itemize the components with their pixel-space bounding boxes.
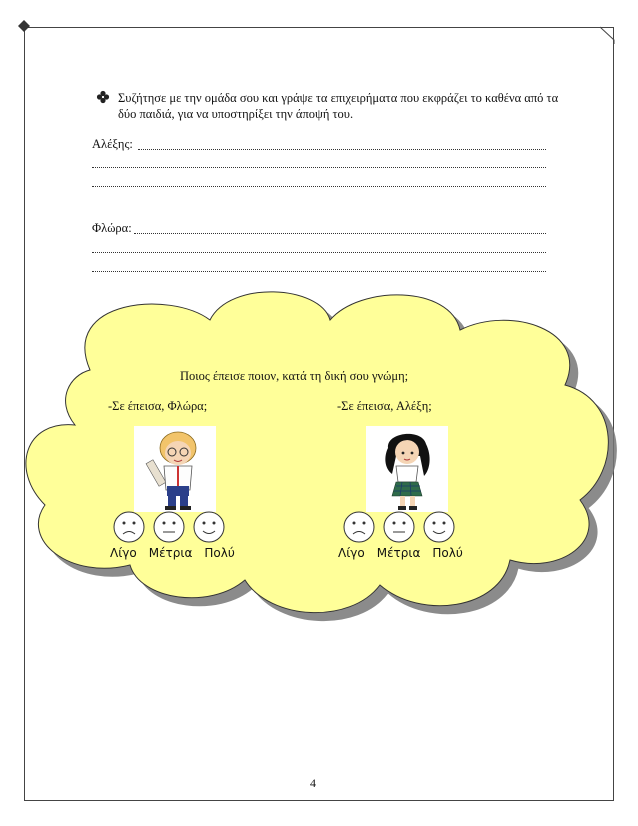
prompt-alexis: -Σε έπεισα, Αλέξη;: [337, 399, 432, 413]
neutral-face-icon[interactable]: [382, 510, 416, 544]
page-number: 4: [310, 776, 316, 790]
boy-illustration: [134, 426, 216, 512]
sad-face-icon[interactable]: [342, 510, 376, 544]
happy-face-icon[interactable]: [422, 510, 456, 544]
scale-label-medium: Μέτρια: [148, 546, 193, 560]
scale-label-little: Λίγο: [110, 546, 137, 560]
girl-illustration: [366, 426, 448, 512]
cloud-question: Ποιος έπεισε ποιον, κατά τη δική σου γνώμη;: [180, 369, 409, 383]
neutral-face-icon[interactable]: [152, 510, 186, 544]
scale-label-much: Πολύ: [204, 546, 235, 560]
scale-label-medium: Μέτρια: [376, 546, 421, 560]
scale-label-little: Λίγο: [338, 546, 365, 560]
scale-label-much: Πολύ: [432, 546, 463, 560]
rating-faces-left: [112, 510, 226, 544]
prompt-flora: -Σε έπεισα, Φλώρα;: [108, 399, 208, 413]
scale-labels-right: [338, 546, 463, 560]
scale-labels-left: [110, 546, 235, 560]
sad-face-icon[interactable]: [112, 510, 146, 544]
rating-faces-right: [342, 510, 456, 544]
instruction-text: Συζήτησε με την ομάδα σου και γράψε τα επιχειρήματα που εκφράζει το καθένα από τα δύο παιδιά, για να υποστηρίξει την άποψή του.: [118, 91, 559, 121]
happy-face-icon[interactable]: [192, 510, 226, 544]
answer-label-alexis: Αλέξης:: [92, 137, 133, 151]
answer-label-flora: Φλώρα:: [92, 221, 132, 235]
